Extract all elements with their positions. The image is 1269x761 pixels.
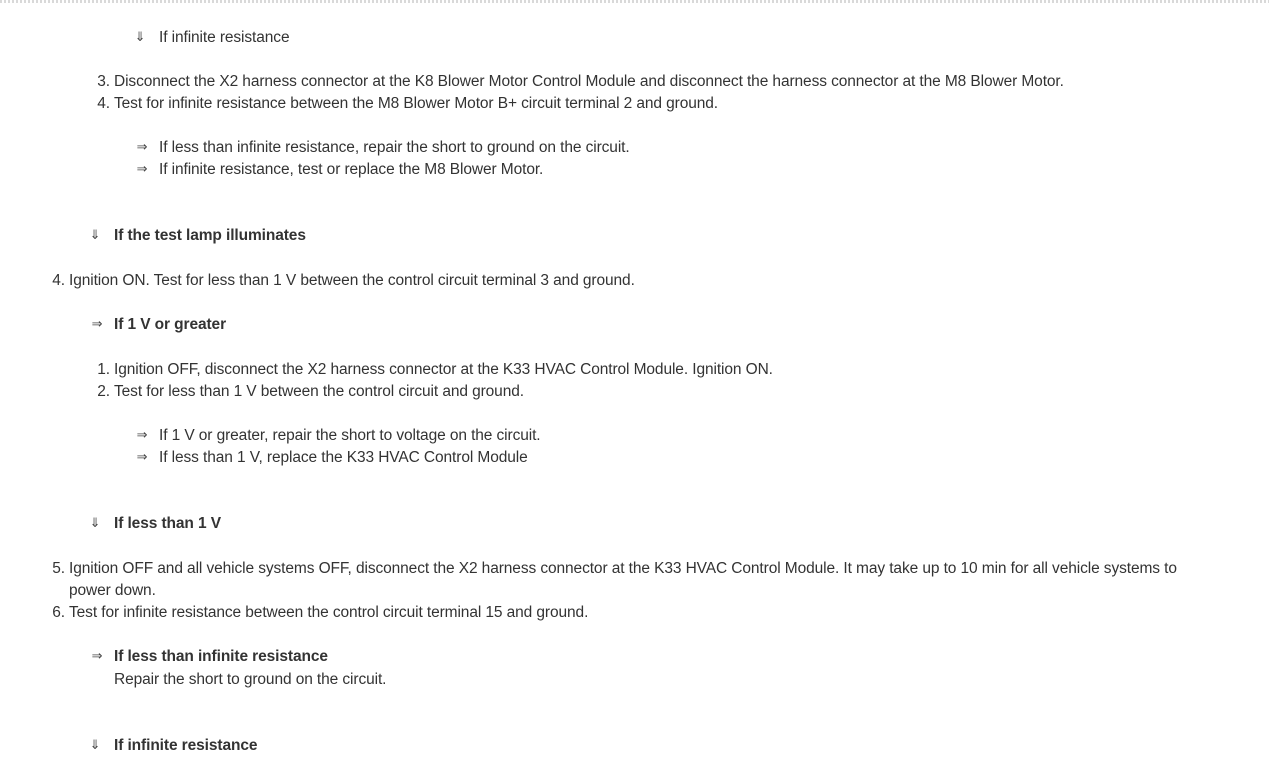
list-item: Disconnect the X2 harness connector at the K8 Blower Motor Control Module and disconnect the harness connector at the M8 Blower Motor. (114, 73, 1064, 90)
result-text: If infinite resistance (159, 29, 290, 46)
list-item: Ignition OFF, disconnect the X2 harness connector at the K33 HVAC Control Module. Ignition ON. (114, 361, 773, 378)
list-number: 2. (97, 383, 110, 400)
step-text: Ignition OFF and all vehicle systems OFF, disconnect the X2 harness connector at the K33 HVAC Control Module. It may take up to 10 min for all vehicle systems to (69, 560, 1177, 577)
result-text: If infinite resistance, test or replace the M8 Blower Motor. (159, 161, 544, 178)
right-arrow-icon: ⇒ (136, 140, 148, 155)
step-number: 4. (52, 272, 65, 289)
result-heading: If less than infinite resistance (114, 648, 328, 665)
step-text-continued: power down. (69, 582, 156, 599)
top-border (0, 0, 1269, 3)
down-arrow-icon: ⇓ (89, 516, 101, 531)
result-text: If less than infinite resistance, repair the short to ground on the circuit. (159, 139, 630, 156)
result-heading: If infinite resistance (114, 737, 258, 754)
list-item: Test for less than 1 V between the control circuit and ground. (114, 383, 524, 400)
list-item: Test for infinite resistance between the M8 Blower Motor B+ circuit terminal 2 and ground. (114, 95, 718, 112)
list-number: 1. (97, 361, 110, 378)
result-text: Repair the short to ground on the circuit. (114, 671, 387, 688)
right-arrow-icon: ⇒ (91, 649, 103, 664)
list-number: 3. (97, 73, 110, 90)
down-arrow-icon: ⇓ (134, 30, 146, 45)
result-heading: If 1 V or greater (114, 316, 227, 333)
step-text: Test for infinite resistance between the control circuit terminal 15 and ground. (69, 604, 589, 621)
right-arrow-icon: ⇒ (91, 317, 103, 332)
result-heading: If less than 1 V (114, 515, 221, 532)
right-arrow-icon: ⇒ (136, 450, 148, 465)
down-arrow-icon: ⇓ (89, 228, 101, 243)
step-number: 6. (52, 604, 65, 621)
down-arrow-icon: ⇓ (89, 738, 101, 753)
list-number: 4. (97, 95, 110, 112)
step-text: Ignition ON. Test for less than 1 V between the control circuit terminal 3 and ground. (69, 272, 635, 289)
result-text: If 1 V or greater, repair the short to voltage on the circuit. (159, 427, 541, 444)
result-heading: If the test lamp illuminates (114, 227, 306, 244)
step-number: 5. (52, 560, 65, 577)
right-arrow-icon: ⇒ (136, 162, 148, 177)
right-arrow-icon: ⇒ (136, 428, 148, 443)
result-text: If less than 1 V, replace the K33 HVAC Control Module (159, 449, 528, 466)
